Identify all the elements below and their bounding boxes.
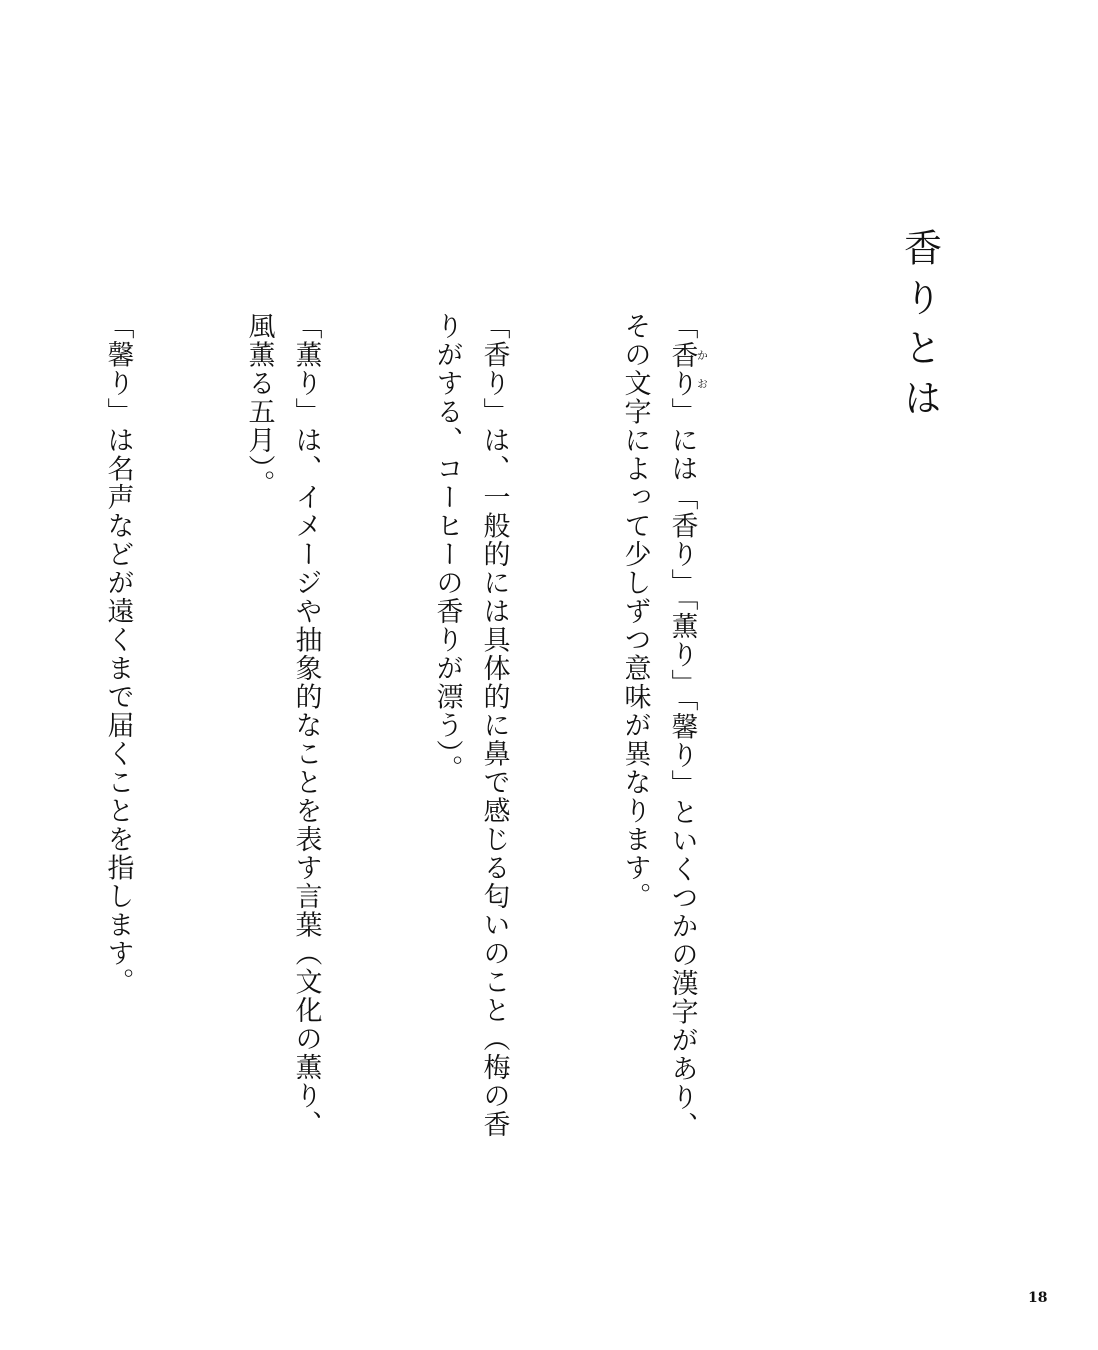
ruby-base: 香り: [666, 340, 698, 398]
paragraph-intro: 「香りかお」には「香り」「薫り」「馨り」といくつかの漢字があり、その文字によって少しずつ意味が異なります。: [619, 312, 709, 1140]
paragraph-kaori-fame: 「馨り」は名声などが遠くまで届くことを指します。: [102, 312, 134, 996]
ruby-reading: かお: [695, 340, 709, 398]
paragraph-expressions: [0, 312, 1, 1152]
paragraph-intro-text: 」には「香り」「薫り」「馨り」といくつかの漢字があり、その文字によって少しずつ意味が異なります。: [619, 312, 698, 1140]
paragraph-kaori: 「香り」は、一般的には具体的に鼻で感じる匂いのこと（梅の香りがする、コーヒーの香りが漂う）。: [431, 312, 510, 1139]
paragraph-kaori-abstract: 「薫り」は、イメージや抽象的なことを表す言葉（文化の薫り、風薫る五月）。: [243, 312, 322, 1139]
page-number: 18: [1028, 1290, 1048, 1306]
body-text: [0, 312, 802, 1152]
ruby-kaori: [666, 340, 709, 398]
page-title: 香りとは: [897, 228, 942, 428]
